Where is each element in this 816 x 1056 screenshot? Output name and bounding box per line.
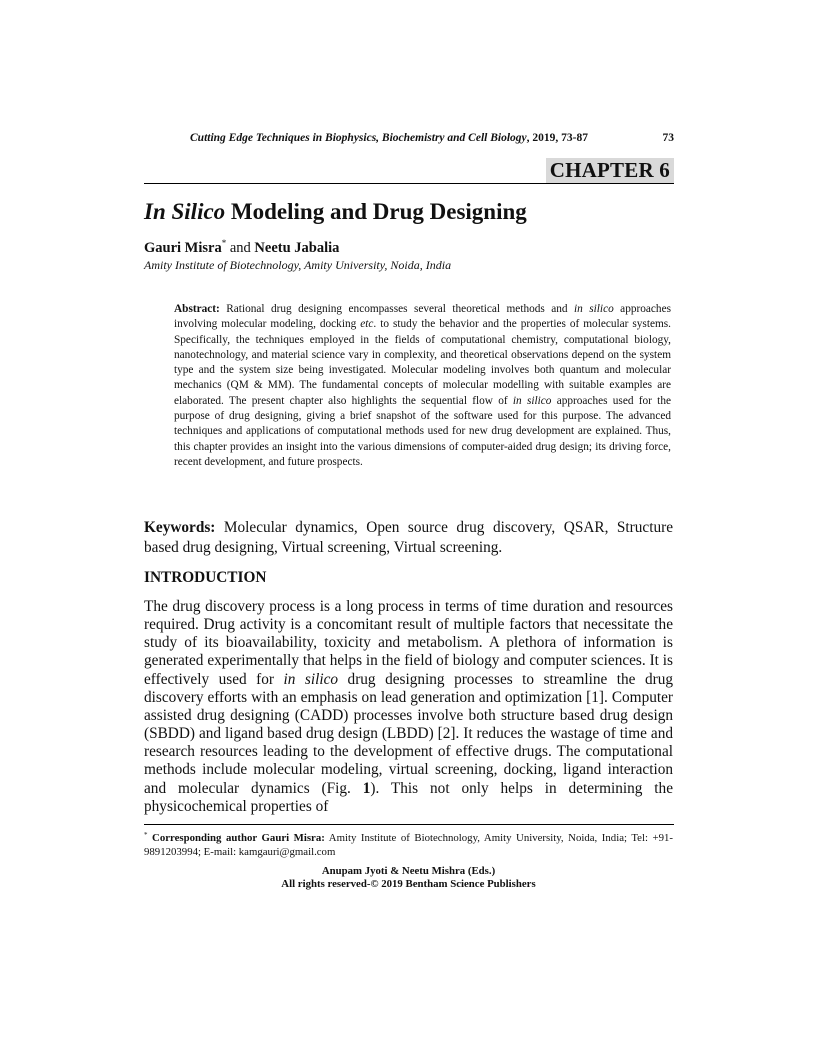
citation-year-pages: , 2019, 73-87 [526, 132, 588, 144]
figure-reference: 1 [362, 779, 371, 797]
keywords-text: Molecular dynamics, Open source drug discovery, QSAR, Structure based drug designing, Virtual screening, Virtual screening. [144, 519, 673, 556]
abstract-text-4: approaches used for the purpose of drug designing, giving a brief snapshot of the software used for this purpose. The advanced techniques and applications of computational methods used for new drug development are explained. Thus, this chapter provides an insight into the various dimensions of computer-aided drug design; its driving force, recent development, and future prospects. [174, 394, 671, 468]
abstract-label: Abstract: [174, 303, 220, 315]
chapter-label: CHAPTER 6 [546, 158, 674, 183]
editors-line: Anupam Jyoti & Neetu Mishra (Eds.) [321, 865, 496, 877]
affiliation: Amity Institute of Biotechnology, Amity University, Noida, India [144, 258, 452, 272]
footnote-mark: * [144, 831, 148, 839]
abstract-em-3: in silico [512, 394, 552, 407]
footnote [144, 828, 673, 859]
author-line [144, 234, 339, 257]
author-1: Gauri Misra [144, 240, 222, 256]
introduction-paragraph [144, 598, 673, 816]
abstract-text-1: Rational drug designing encompasses several theoretical methods and [219, 303, 575, 315]
introduction-heading: INTRODUCTION [144, 569, 267, 586]
corresponding-mark: * [221, 238, 227, 248]
footnote-text: Amity Institute of Biotechnology, Amity University, Noida, India; Tel: +91-9891203994; E-mail: kamgauri@gmail.com [144, 832, 673, 858]
abstract-em-1: in silico [574, 303, 614, 315]
chapter-title [144, 197, 684, 227]
footnote-label: Corresponding author Gauri Misra: [147, 832, 325, 844]
intro-text-2: drug designing processes to streamline the drug discovery efforts with an emphasis on lead generation and optimization [1]. Computer assisted drug designing (CADD) processes involve both structure based drug design (SBDD) and ligand based drug design (LBDD) [2]. It reduces the wastage of time and research resources leading to the development of effective drugs. The computational methods include molecular modeling, virtual screening, docking, ligand interaction and molecular dynamics (Fig. [144, 670, 674, 797]
abstract-text-2: approaches involving molecular modeling, docking [174, 303, 671, 331]
intro-text-1: The drug discovery process is a long process in terms of time duration and resources required. Drug activity is a concomitant result of multiple factors that necessitate the study of its bioavailability, toxicity and metabolism. A plethora of information is generated experimentally that helps in the field of biology and computer sciences. It is effectively used for [144, 598, 673, 688]
rights-line: All rights reserved-© 2019 Bentham Science Publishers [281, 878, 536, 890]
author-2: Neetu Jabalia [254, 240, 340, 256]
footnote-rule [144, 824, 674, 825]
abstract [174, 302, 671, 470]
keywords-label: Keywords: [144, 519, 216, 536]
intro-em-1: in silico [283, 670, 339, 688]
page-number: 73 [662, 132, 674, 144]
author-connector: and [226, 240, 255, 256]
title-rest: Modeling and Drug Designing [225, 199, 527, 224]
keywords [144, 518, 673, 557]
chapter-rule [144, 183, 674, 184]
title-italic-part: In Silico [144, 199, 226, 224]
abstract-text-3: . to study the behavior and the properties of molecular systems. Specifically, the techniques employed in the fields of computational chemistry, computational biology, nanotechnology, and material science vary in complexity, and theoretical observations depend on the system type and the system size being investigated. Molecular modeling involves both quantum and molecular mechanics (QM & MM). The fundamental concepts of molecular modelling with suitable examples are elaborated. The present chapter also highlights the sequential flow of [174, 318, 671, 407]
running-head [190, 132, 674, 144]
journal-title: Cutting Edge Techniques in Biophysics, Biochemistry and Cell Biology [190, 132, 527, 144]
intro-text-3: ). This not only helps in determining the physicochemical properties of [144, 779, 673, 815]
abstract-em-2: etc [360, 318, 374, 331]
